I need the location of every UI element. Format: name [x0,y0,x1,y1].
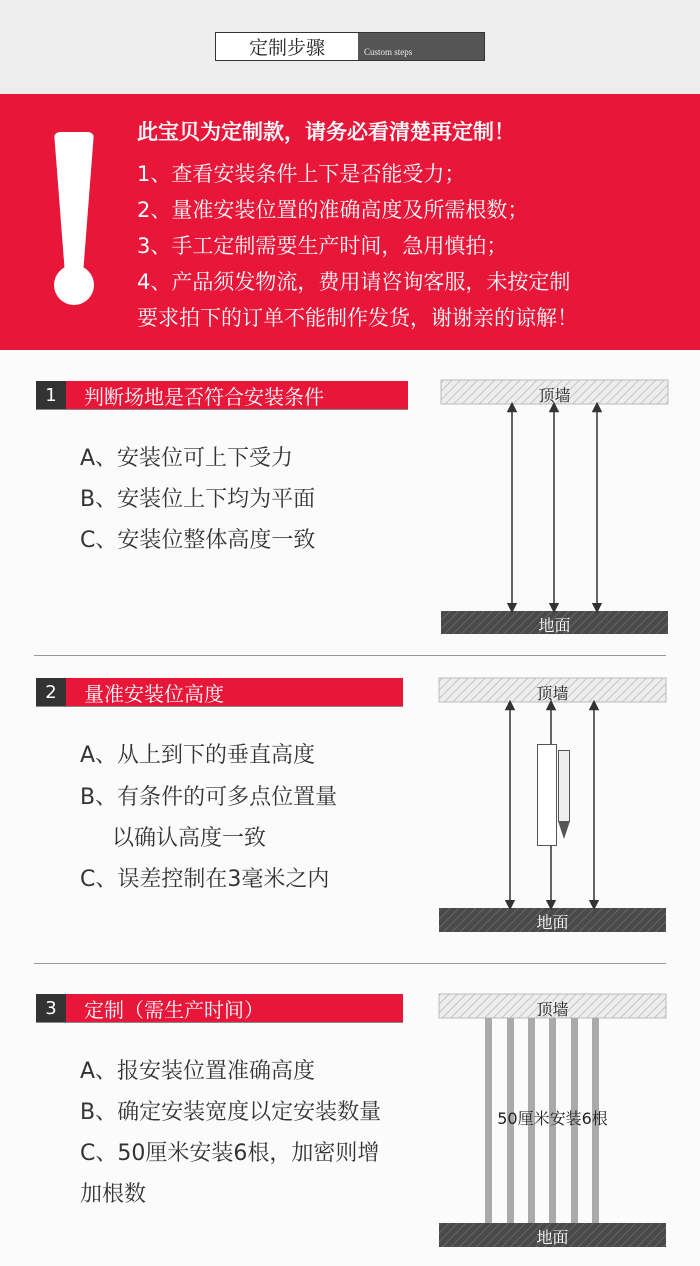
pencil-tip-icon [558,821,570,839]
rods-count-label: 50厘米安装6根 [497,1109,608,1128]
notice-line-5: 要求拍下的订单不能制作发货，谢谢亲的谅解！ [137,306,578,330]
section-1-item-a: A、安装位可上下受力 [80,446,294,471]
section-3-item-b: B、确定安装宽度以定安装数量 [80,1100,382,1125]
section-1-title: 判断场地是否符合安装条件 [84,384,324,409]
section-3-item-a: A、报安装位置准确高度 [80,1059,316,1084]
section-2-title: 量准安装位高度 [84,681,224,706]
notice-line-2: 2、量准安装位置的准确高度及所需根数； [137,198,529,222]
floor-label-2: 地面 [536,913,569,932]
section-2-item-b: B、有条件的可多点位置量 [80,785,338,810]
section-2-number: 2 [36,678,66,706]
ceiling-label-1: 顶墙 [538,386,571,405]
floor-label-1: 地面 [538,616,571,635]
notice-line-1: 1、查看安装条件上下是否能受力； [137,162,466,186]
ceiling-label-2: 顶墙 [536,684,569,703]
section-3-item-c-cont: 加根数 [80,1182,147,1207]
section-1-item-c: C、安装位整体高度一致 [80,528,316,553]
pencil-icon [558,750,570,822]
notice-headline: 此宝贝为定制款，请务必看清楚再定制！ [137,120,515,144]
section-3-number: 3 [36,994,66,1022]
section-2-item-c: C、误差控制在3毫米之内 [80,867,330,892]
page-subtitle: Custom steps [358,33,484,60]
section-1-item-b: B、安装位上下均为平面 [80,487,316,512]
notice-line-3: 3、手工定制需要生产时间，急用慎拍； [137,234,508,258]
ceiling-label-3: 顶墙 [536,1000,569,1019]
floor-label-3: 地面 [536,1228,569,1247]
notice-line-4: 4、产品须发物流，费用请咨询客服，未按定制 [137,270,571,294]
section-1-number: 1 [36,381,66,409]
section-3-title: 定制（需生产时间） [84,997,264,1022]
ruler-icon [537,744,557,846]
page-title: 定制步骤 [216,33,358,60]
section-3-item-c: C、50厘米安装6根，加密则增 [80,1141,380,1166]
section-2-item-a: A、从上到下的垂直高度 [80,743,316,768]
section-2-item-b-cont: 以确认高度一致 [112,826,267,851]
